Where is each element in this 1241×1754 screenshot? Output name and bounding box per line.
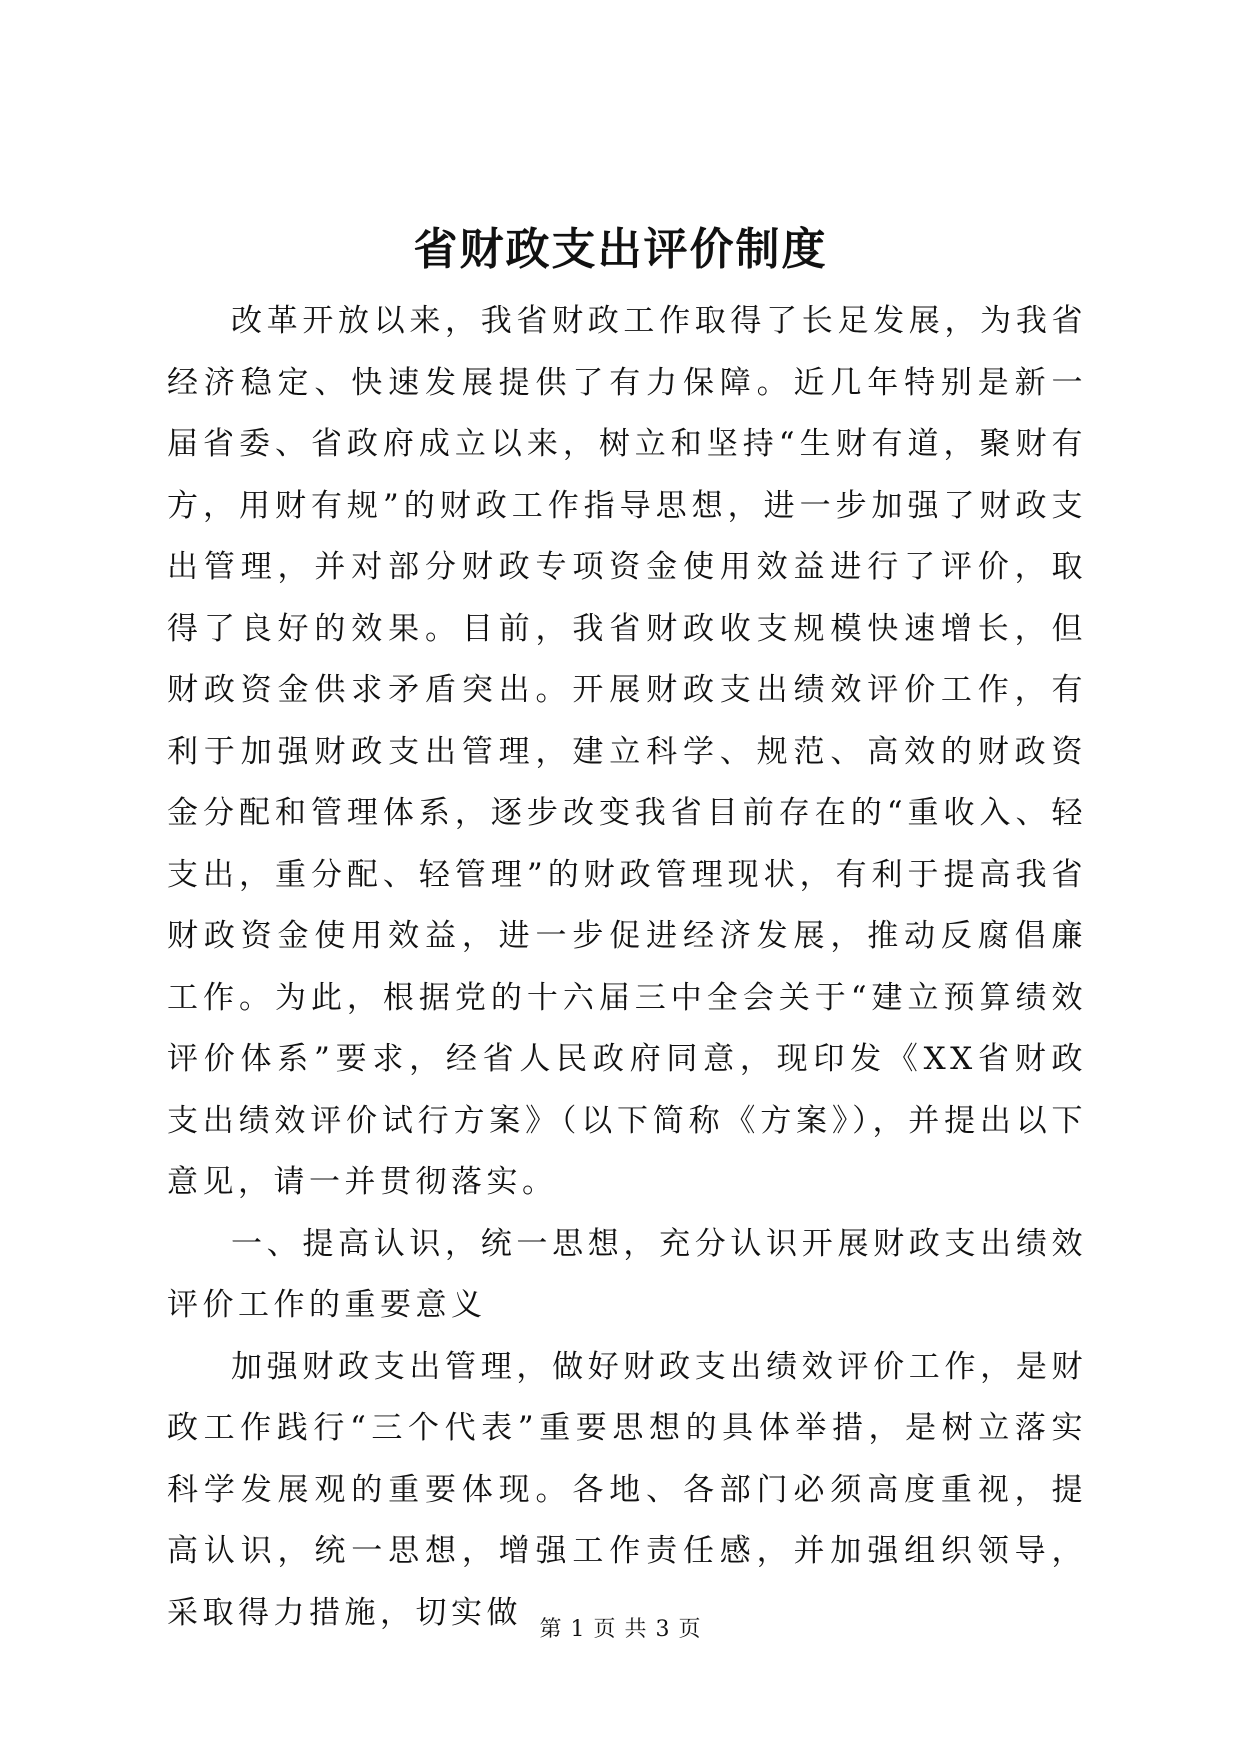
paragraph-section-body: 加强财政支出管理，做好财政支出绩效评价工作，是财政工作践行“三个代表”重要思想的具体举措，是树立落实科学发展观的重要体现。各地、各部门必须高度重视，提高认识，统一思想，增强工作责任感，并加强组织领导，采取得力措施，切实做 [167, 1348, 1087, 1631]
paragraph-section-heading: 一、提高认识，统一思想，充分认识开展财政支出绩效评价工作的重要意义 [167, 1225, 1087, 1323]
paragraph-intro: 改革开放以来，我省财政工作取得了长足发展，为我省经济稳定、快速发展提供了有力保障。近几年特别是新一届省委、省政府成立以来，树立和坚持“生财有道，聚财有方，用财有规”的财政工作指导思想，进一步加强了财政支出管理，并对部分财政专项资金使用效益进行了评价，取得了良好的效果。目前，我省财政收支规模快速增长，但财政资金供求矛盾突出。开展财政支出绩效评价工作，有利于加强财政支出管理，建立科学、规范、高效的财政资金分配和管理体系，逐步改变我省目前存在的“重收入、轻支出，重分配、轻管理”的财政管理现状，有利于提高我省财政资金使用效益，进一步促进经济发展，推动反腐倡廉工作。为此，根据党的十六届三中全会关于“建立预算绩效评价体系”要求，经省人民政府同意，现印发《XX省财政支出绩效评价试行方案》（以下简称《方案》），并提出以下意见，请一并贯彻落实。 [167, 303, 1087, 1200]
document-title: 省财政支出评价制度 [413, 224, 828, 275]
document-body [167, 291, 1087, 1644]
page-number-footer: 第 1 页 共 3 页 [539, 1617, 702, 1642]
